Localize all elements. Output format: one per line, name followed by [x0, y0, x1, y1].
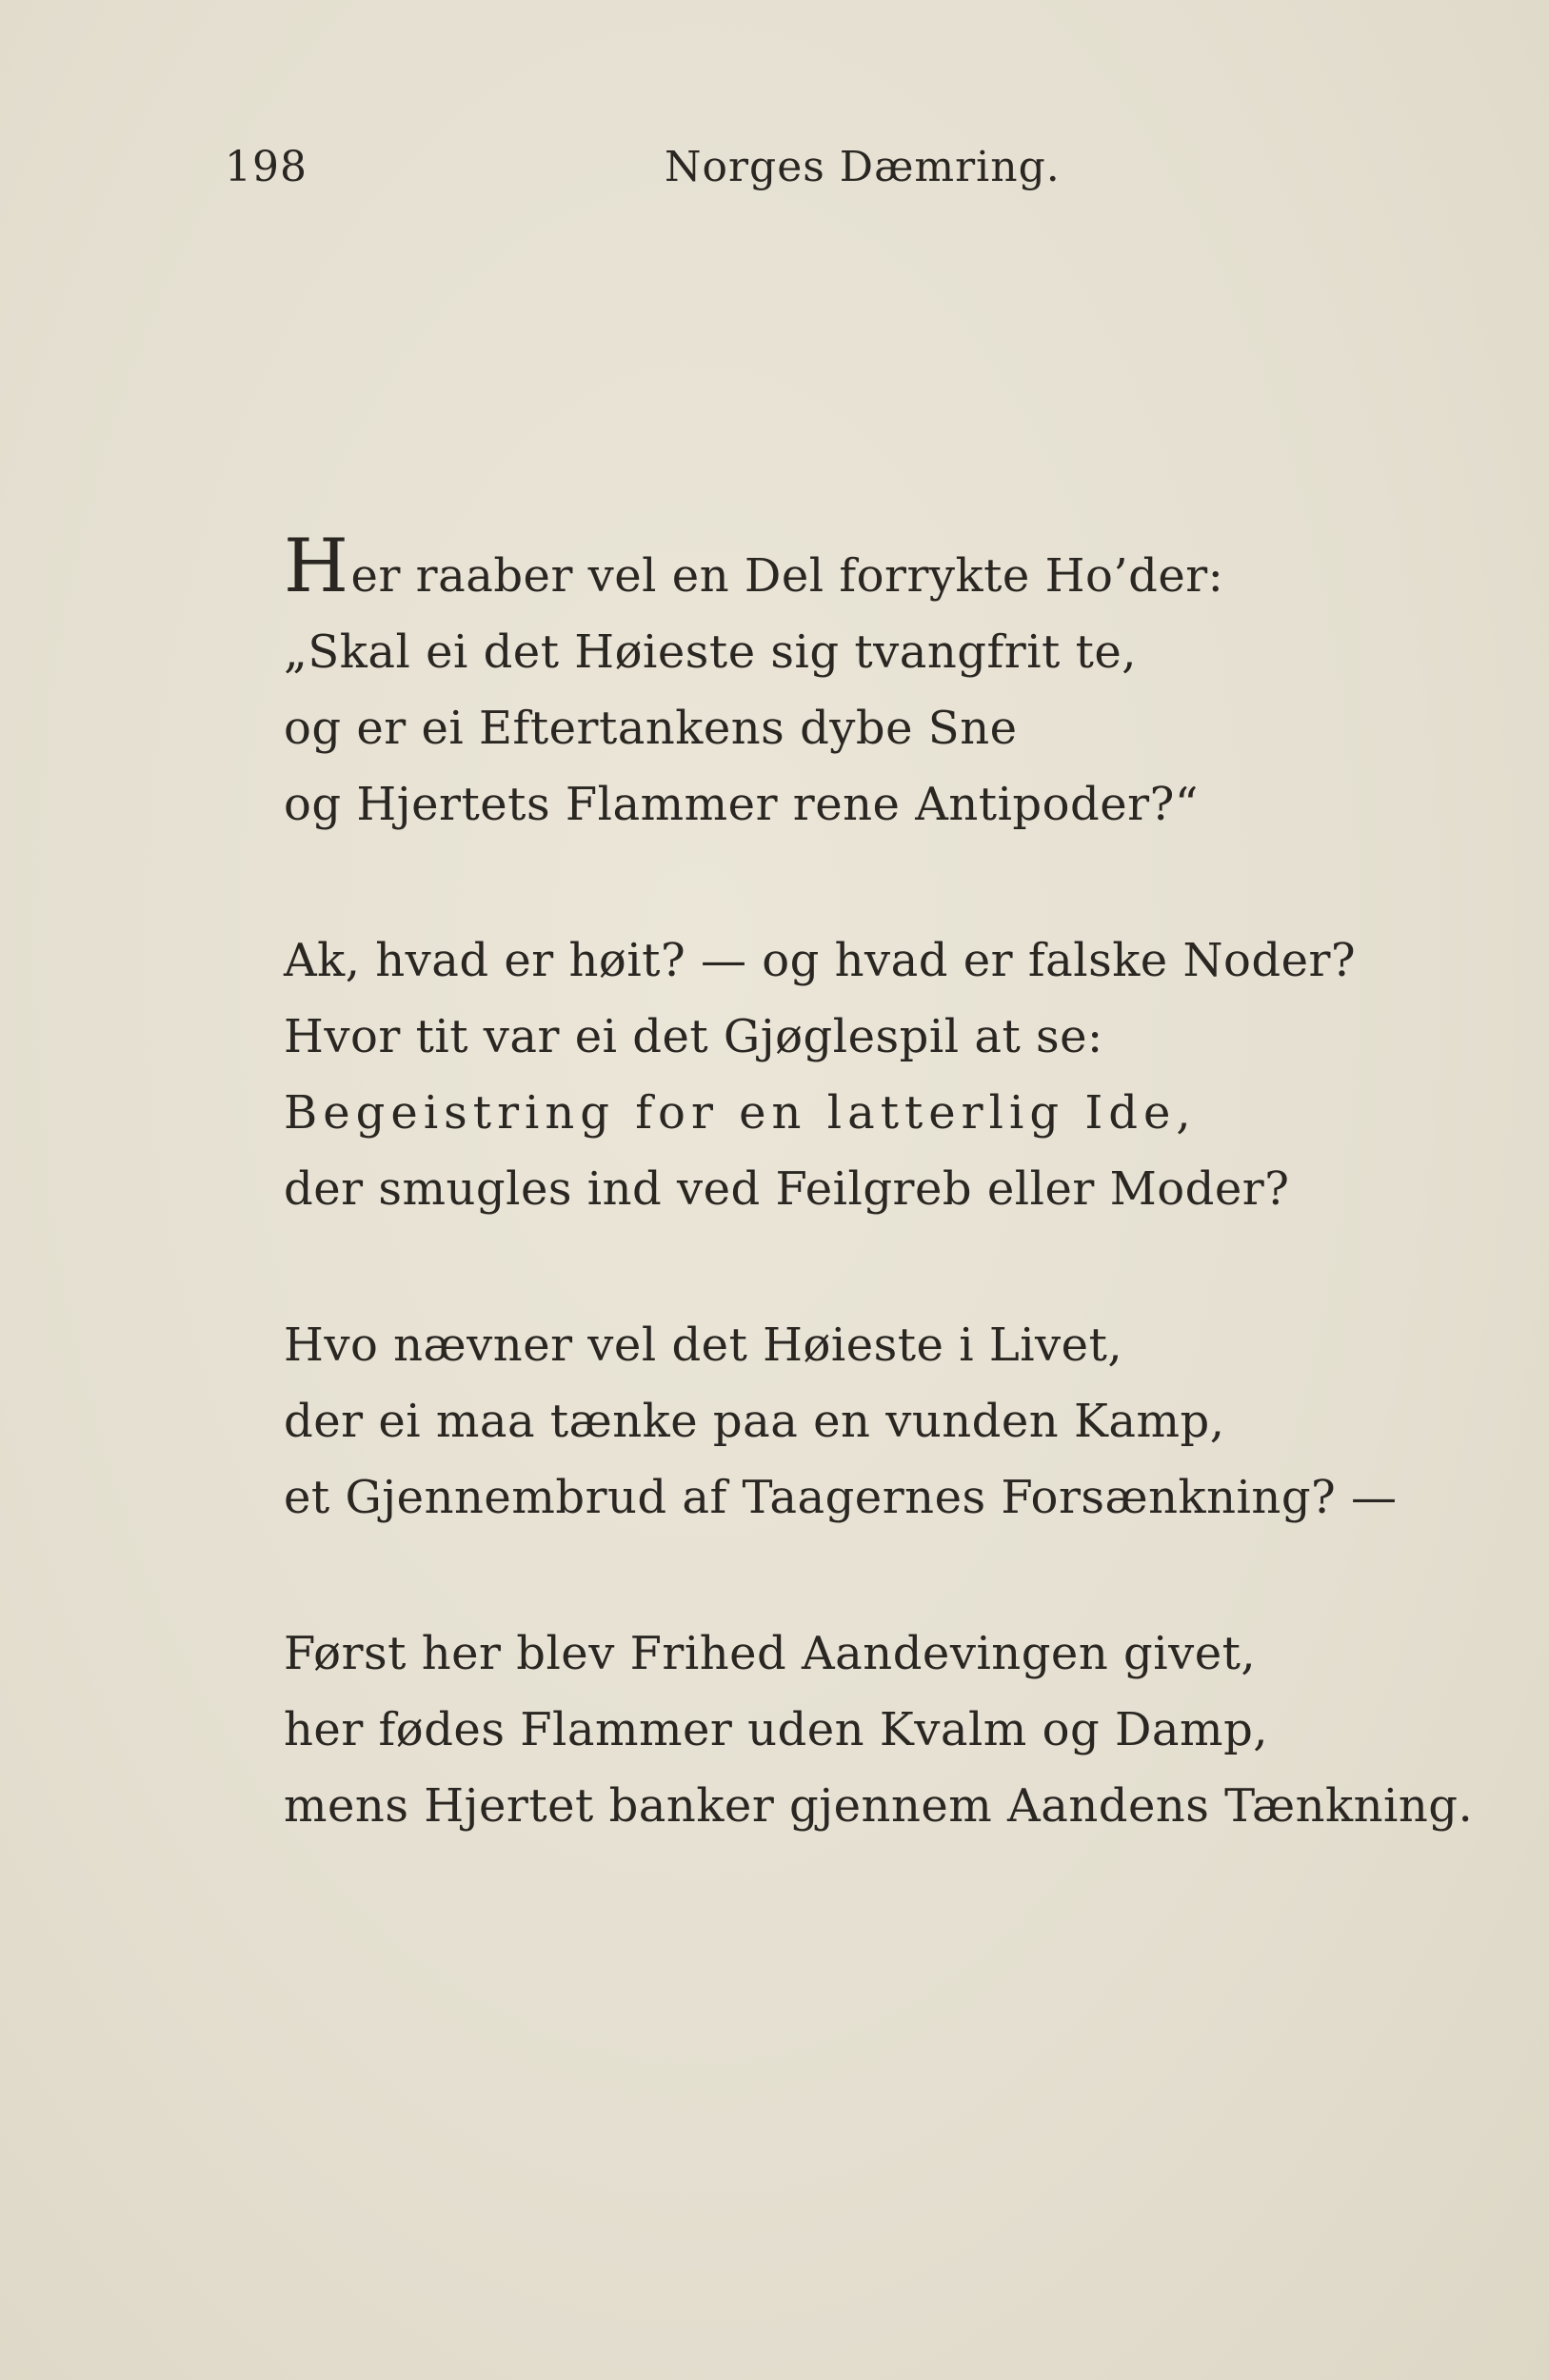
stanza-1 — [284, 524, 1474, 843]
poem-line-text: er raaber vel en Del forrykte Ho’der: — [350, 549, 1224, 603]
stanza-3 — [284, 1307, 1474, 1536]
poem-line: et Gjennembrud af Taagernes Forsænkning? — — [284, 1471, 1398, 1524]
drop-cap: H — [284, 524, 349, 609]
poem-line: Først her blev Frihed Aandevingen givet, — [284, 1627, 1257, 1680]
poem-line — [284, 524, 1474, 614]
poem-line: mens Hjertet banker gjennem Aandens Tænkning. — [284, 1779, 1474, 1833]
poem-line: der smugles ind ved Feilgreb eller Moder? — [284, 1162, 1290, 1216]
poem-line: Begeistring for en latterlig Ide, — [284, 1086, 1197, 1140]
poem-line: Ak, hvad er høit? — og hvad er falske Noder? — [284, 934, 1357, 987]
poem-line: og Hjertets Flammer rene Antipoder?“ — [284, 778, 1199, 831]
poem-line: her fødes Flammer uden Kvalm og Damp, — [284, 1703, 1269, 1756]
stanza-2 — [284, 922, 1474, 1227]
poem-line: og er ei Eftertankens dybe Sne — [284, 702, 1018, 755]
poem-line: der ei maa tænke paa en vunden Kamp, — [284, 1395, 1225, 1448]
poem-line: Hvor tit var ei det Gjøglespil at se: — [284, 1010, 1103, 1063]
poem-line: Hvo nævner vel det Høieste i Livet, — [284, 1319, 1123, 1372]
page-number: 198 — [225, 143, 308, 191]
stanza-4 — [284, 1616, 1474, 1844]
running-title: Norges Dæmring. — [665, 143, 1061, 191]
poem-line: „Skal ei det Høieste sig tvangfrit te, — [284, 625, 1138, 679]
page-header — [0, 143, 1549, 200]
poem — [284, 524, 1474, 1924]
